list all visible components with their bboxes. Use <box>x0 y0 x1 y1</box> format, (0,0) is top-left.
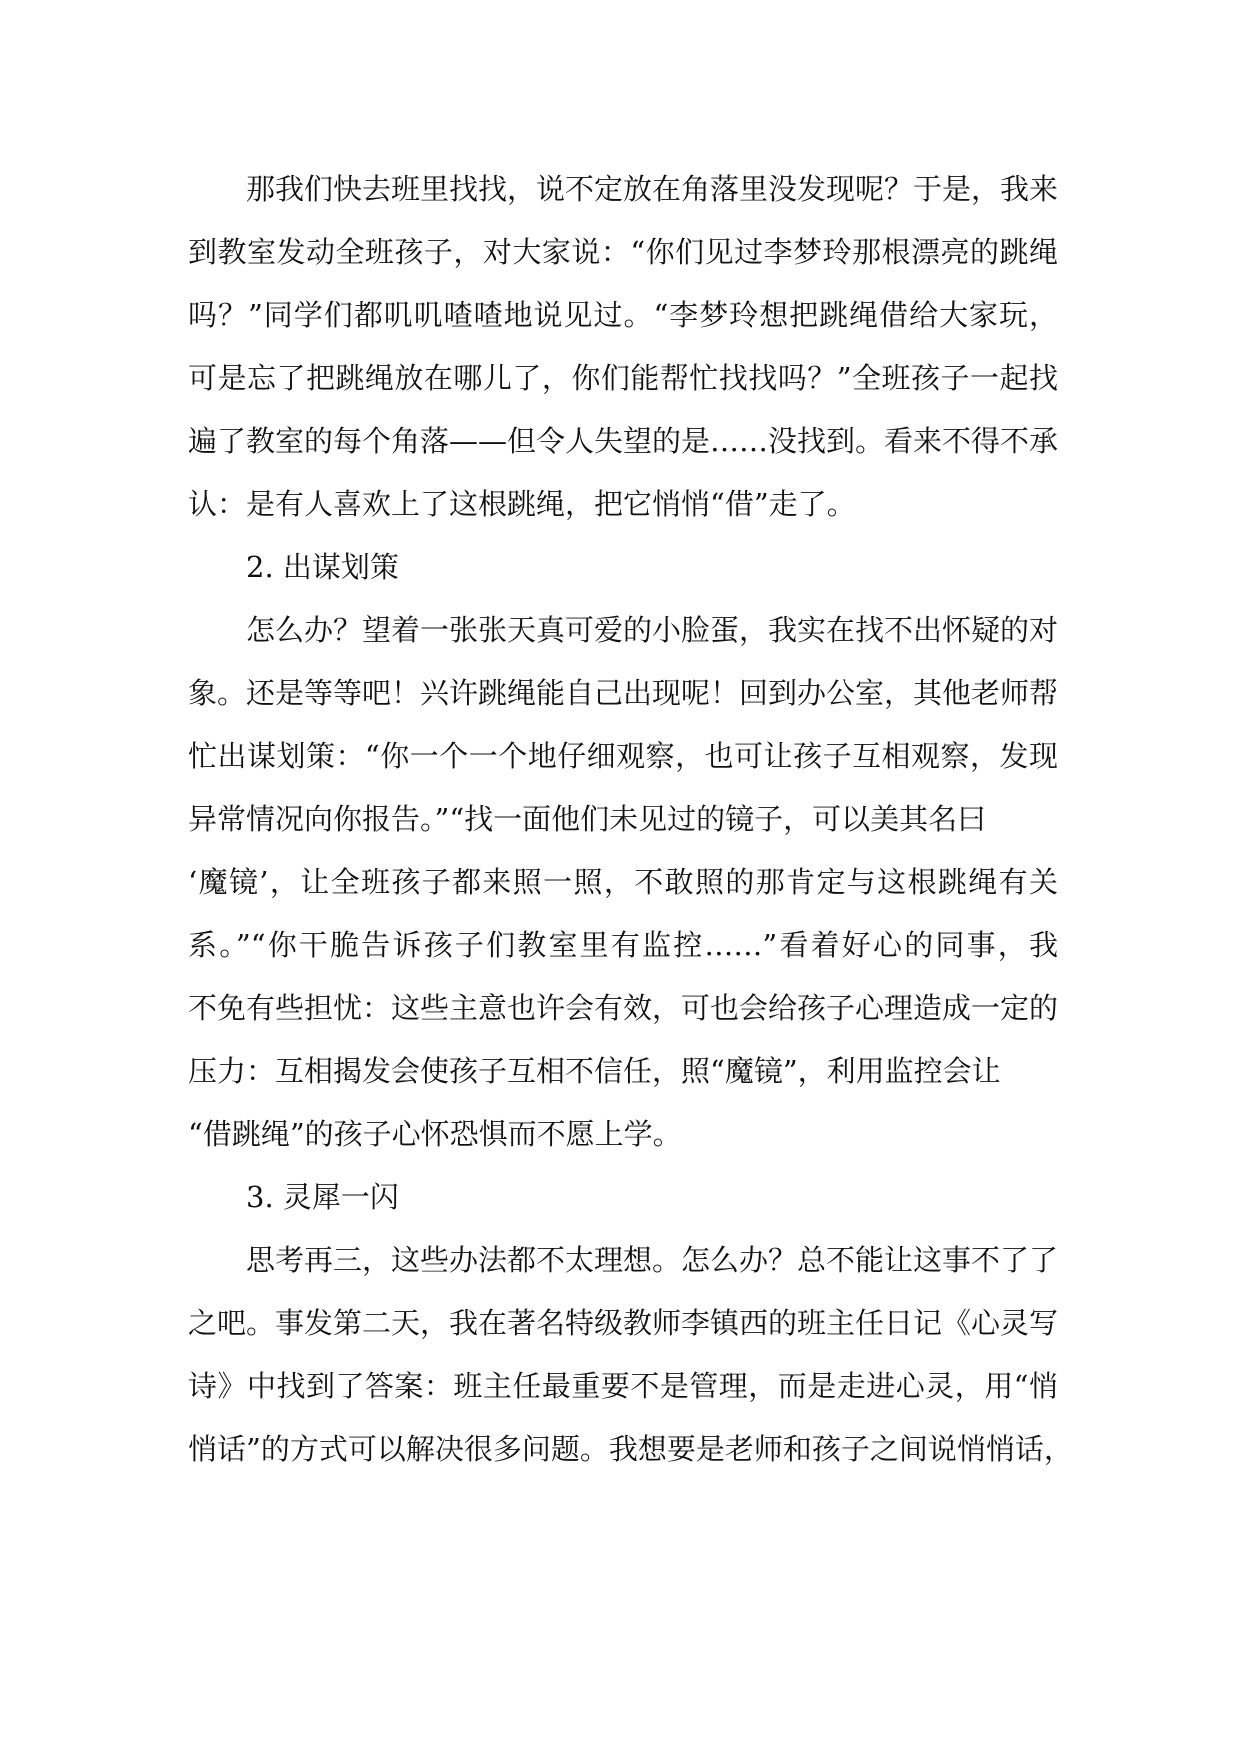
section-heading: 2. 出谋划策 <box>246 550 399 584</box>
section-heading: 3. 灵犀一闪 <box>246 1180 399 1214</box>
text-line: 之吧。事发第二天，我在著名特级教师李镇西的班主任日记《心灵写 <box>188 1306 1059 1340</box>
text-line: 忙出谋划策：“你一个一个地仔细观察，也可让孩子互相观察，发现 <box>188 739 1058 773</box>
text-line: ‘魔镜’，让全班孩子都来照一照，不敢照的那肯定与这根跳绳有关 <box>188 865 1058 899</box>
paragraph-3 <box>188 1229 1073 1481</box>
text-line: 异常情况向你报告。”“找一面他们未见过的镜子，可以美其名曰 <box>188 802 987 836</box>
text-line: 那我们快去班里找找，说不定放在角落里没发现呢？于是，我来 <box>246 172 1059 206</box>
text-line: 压力：互相揭发会使孩子互相不信任，照“魔镜”，利用监控会让 <box>188 1054 1001 1088</box>
text-line: 不免有些担忧：这些主意也许会有效，可也会给孩子心理造成一定的 <box>188 991 1059 1025</box>
text-line: 遍了教室的每个角落——但令人失望的是……没找到。看来不得不承 <box>188 424 1059 458</box>
text-line: 可是忘了把跳绳放在哪儿了，你们能帮忙找找吗？”全班孩子一起找 <box>188 361 1058 395</box>
text-line: 象。还是等等吧！兴许跳绳能自己出现呢！回到办公室，其他老师帮 <box>188 676 1059 710</box>
text-line: 吗？”同学们都叽叽喳喳地说见过。“李梦玲想把跳绳借给大家玩， <box>188 298 1058 332</box>
paragraph-2 <box>188 599 1058 1166</box>
text-line: 认：是有人喜欢上了这根跳绳，把它悄悄“借”走了。 <box>188 487 856 521</box>
document-body <box>188 158 1073 1481</box>
text-line: 到教室发动全班孩子，对大家说：“你们见过李梦玲那根漂亮的跳绳 <box>188 235 1058 269</box>
text-line: 系。”“你干脆告诉孩子们教室里有监控……”看着好心的同事，我 <box>188 928 1058 962</box>
text-line: “借跳绳”的孩子心怀恐惧而不愿上学。 <box>188 1117 682 1151</box>
text-line: 怎么办？望着一张张天真可爱的小脸蛋，我实在找不出怀疑的对 <box>246 613 1059 647</box>
paragraph-1 <box>188 158 1058 536</box>
text-line: 悄话”的方式可以解决很多问题。我想要是老师和孩子之间说悄悄话， <box>188 1432 1073 1466</box>
text-line: 思考再三，这些办法都不太理想。怎么办？总不能让这事不了了 <box>246 1243 1059 1277</box>
text-line: 诗》中找到了答案：班主任最重要不是管理，而是走进心灵，用“悄 <box>188 1369 1058 1403</box>
